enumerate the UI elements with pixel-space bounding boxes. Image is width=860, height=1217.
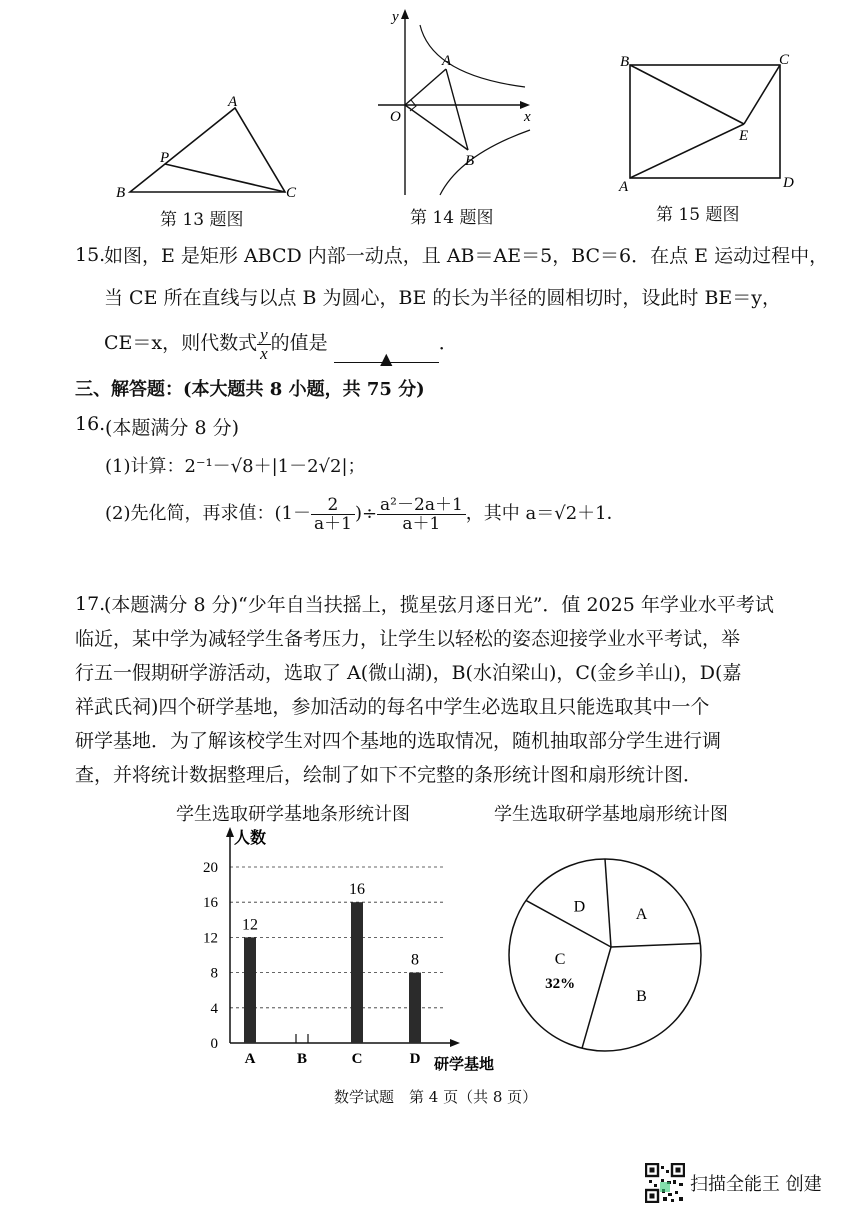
- triangle-icon: ▲: [380, 348, 393, 368]
- q16-f2-den: a＋1: [402, 513, 441, 534]
- q16-f1-num: 2: [311, 496, 355, 515]
- fig15-label-E: E: [739, 128, 749, 144]
- y-tick-label: 4: [210, 1000, 218, 1017]
- q15-line-1: 如图，E 是矩形 ABCD 内部一动点，且 AB＝AE＝5，BC＝6．在点 E 运动过程中，: [104, 245, 829, 267]
- figure-13: [100, 80, 320, 205]
- q15-frac-num: y: [257, 326, 271, 345]
- fig13-label-B: B: [116, 185, 126, 201]
- q16-part2-expr1: (1－: [274, 503, 311, 524]
- fig14-label-y: y: [392, 9, 399, 25]
- slice-label-D: D: [573, 898, 586, 916]
- category-label-A: A: [244, 1051, 256, 1067]
- q15-line3-pre: CE＝x，则代数式: [104, 332, 258, 354]
- q16-f1-den: a＋1: [313, 513, 352, 534]
- q16-fraction-1: [311, 496, 355, 533]
- y-tick-label: 0: [210, 1036, 218, 1052]
- q16-number: 16.: [75, 413, 106, 435]
- fig14-label-x: x: [524, 109, 531, 125]
- pie-chart: [505, 855, 705, 1055]
- fig14-label-A: A: [442, 53, 452, 69]
- x-axis-arrow: [450, 1039, 460, 1047]
- y-axis-label: 人数: [234, 830, 267, 847]
- bar-chart: [190, 825, 520, 1080]
- q15-fraction: [257, 326, 271, 363]
- qr-code-icon: [645, 1163, 685, 1203]
- fig13-label-P: P: [160, 150, 170, 166]
- q15-frac-den: x: [260, 343, 268, 363]
- x-axis-label: 研学基地: [434, 1057, 495, 1073]
- figure-14: [370, 5, 545, 200]
- figure-15-caption: 第 15 题图: [656, 205, 740, 225]
- q16-part2-post: ，其中 a＝√2＋1．: [465, 503, 625, 524]
- section-3-title: 三、解答题：(本大题共 8 小题，共 75 分): [75, 379, 425, 400]
- q17-line-4: 祥武氏祠)四个研学基地，参加活动的每名中学生必选取且只能选取其中一个: [75, 696, 710, 718]
- category-label-D: D: [409, 1051, 421, 1067]
- fig15-label-D: D: [783, 175, 794, 191]
- pie-chart-title: 学生选取研学基地扇形统计图: [494, 804, 728, 825]
- data-label-D: 8: [411, 951, 419, 969]
- y-axis-arrow: [226, 827, 234, 837]
- y-tick-label: 16: [203, 895, 218, 912]
- figure-14-caption: 第 14 题图: [410, 208, 494, 228]
- data-label-C: 16: [349, 881, 365, 899]
- q15-line3-post: 的值是: [270, 332, 328, 354]
- q17-line-1: (本题满分 8 分)“少年自当扶摇上，揽星弦月逐日光”．值 2025 年学业水平考试: [104, 594, 774, 616]
- figure-13-caption: 第 13 题图: [160, 210, 244, 230]
- bar-C: [351, 902, 363, 1043]
- q17-line-3: 行五一假期研学游活动，选取了 A(微山湖)，B(水泊梁山)，C(金乡羊山)，D(嘉: [75, 662, 742, 684]
- y-tick-label: 20: [203, 860, 218, 876]
- q16-part2-expr2: )÷: [354, 503, 378, 524]
- data-label-A: 12: [242, 916, 258, 934]
- page-footer: 数学试题 第 4 页（共 8 页）: [334, 1088, 538, 1106]
- fig13-label-C: C: [286, 185, 297, 201]
- q16-part-2: [105, 494, 625, 534]
- q15-number: 15.: [75, 244, 106, 266]
- pie-outline: [509, 859, 701, 1051]
- q16-part-1: (1)计算：2⁻¹－√8＋|1－2√2|；: [105, 456, 366, 477]
- fig15-label-A: A: [619, 179, 629, 193]
- category-label-B: B: [296, 1051, 308, 1067]
- q15-line3-end: ．: [438, 332, 458, 354]
- q16-f2-num: a²－2a＋1: [377, 496, 466, 515]
- category-label-C: C: [351, 1051, 363, 1067]
- q15-line-2: 当 CE 所在直线与以点 B 为圆心，BE 的长为半径的圆相切时，设此时 BE＝y，: [104, 287, 782, 309]
- q16-header: (本题满分 8 分): [105, 417, 239, 439]
- slice-percent-C: 32%: [545, 976, 576, 993]
- q16-fraction-2: [377, 496, 466, 533]
- slice-label-B: B: [636, 988, 647, 1006]
- q15-line-3: [104, 324, 458, 368]
- fig15-label-C: C: [779, 52, 790, 68]
- bar-chart-title: 学生选取研学基地条形统计图: [176, 804, 410, 825]
- y-tick-label: 12: [203, 930, 218, 947]
- q17-number: 17.: [75, 593, 106, 615]
- fig14-label-O: O: [390, 109, 401, 125]
- fig14-label-B: B: [465, 153, 475, 169]
- y-tick-label: 8: [210, 965, 218, 982]
- q17-line-6: 查，并将统计数据整理后，绘制了如下不完整的条形统计图和扇形统计图．: [75, 764, 703, 786]
- figure-15: [615, 48, 805, 193]
- slice-label-A: A: [635, 905, 648, 923]
- bar-A: [244, 937, 256, 1043]
- fig13-label-A: A: [228, 94, 238, 110]
- scanner-watermark-text: 扫描全能王 创建: [690, 1174, 822, 1195]
- fig15-label-B: B: [620, 54, 630, 70]
- q16-part2-pre: (2)先化简，再求值：: [105, 503, 275, 524]
- bar-D: [409, 973, 421, 1043]
- slice-label-C: C: [554, 951, 566, 969]
- answer-blank[interactable]: [334, 340, 439, 368]
- q17-line-5: 研学基地．为了解该校学生对四个基地的选取情况，随机抽取部分学生进行调: [75, 730, 722, 752]
- q17-line-2: 临近，某中学为减轻学生备考压力，让学生以轻松的姿态迎接学业水平考试，举: [75, 628, 741, 650]
